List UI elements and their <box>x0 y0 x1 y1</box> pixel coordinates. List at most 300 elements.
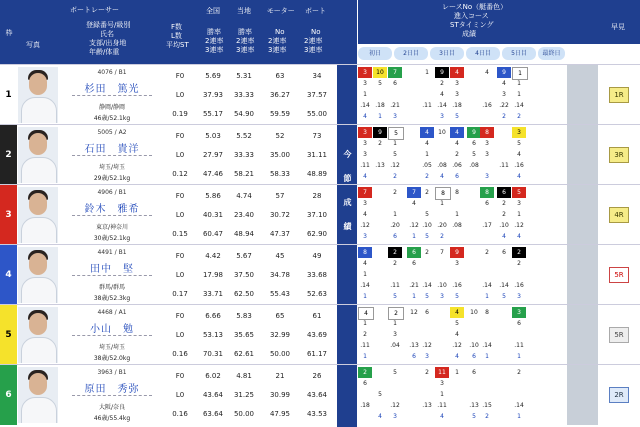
local-values: 4.74 23.40 48.94 <box>233 192 255 238</box>
result-cell: 1 <box>440 200 444 207</box>
result-cell: .21 <box>409 282 419 289</box>
local-values: 5.52 33.33 58.21 <box>233 132 255 178</box>
motor-values: 21 30.99 47.95 <box>269 372 291 418</box>
racer-age: 29歳/52.1kg <box>93 175 131 182</box>
boat-rate-h2: 3連率 <box>304 46 323 54</box>
result-cell: .10 <box>469 342 479 349</box>
racer-home: 大阪/奈良 <box>98 404 126 411</box>
result-cell: .12 <box>514 222 524 229</box>
boat-values: 28 37.10 62.90 <box>306 192 328 238</box>
result-cell: 6 <box>412 353 416 360</box>
fst-values: F0 L0 0.19 <box>172 72 188 118</box>
result-cell: 1 <box>363 91 367 98</box>
result-cell: .14 <box>422 282 432 289</box>
result-cell: .05 <box>422 162 432 169</box>
result-cell: .12 <box>409 222 419 229</box>
result-cell: .14 <box>482 282 492 289</box>
early-badge[interactable]: 5R <box>609 267 629 283</box>
result-cell: 1 <box>485 293 489 300</box>
result-cell: 6 <box>425 309 429 316</box>
day-tab-5[interactable]: 5日目 <box>502 47 536 60</box>
result-cell: 6 <box>502 249 506 256</box>
result-cell: 3 <box>440 113 444 120</box>
national-rate-h1: 2連率 <box>205 37 224 45</box>
fst-header-2: 平均ST <box>166 41 189 49</box>
racer-reg: 4491 / B1 <box>97 249 127 256</box>
info-header-3: 年齢/体重 <box>89 48 120 56</box>
boat-values: 26 43.64 43.53 <box>306 372 328 418</box>
result-cell: 9 <box>450 247 464 258</box>
racer-reg: 4468 / A1 <box>97 309 127 316</box>
result-cell: 3 <box>485 140 489 147</box>
result-cell: .14 <box>499 282 509 289</box>
fst-header-0: F数 <box>171 23 183 31</box>
st-header: STタイミング <box>450 21 494 29</box>
national-values: 4.42 17.98 33.71 <box>202 252 224 298</box>
result-cell: 3 <box>363 151 367 158</box>
result-cell: .18 <box>360 402 370 409</box>
result-cell: 1 <box>412 293 416 300</box>
result-cell: 7 <box>407 187 421 198</box>
result-cell: .21 <box>390 102 400 109</box>
motor-rate-h1: 2連率 <box>268 37 287 45</box>
result-header: 成績 <box>462 30 476 38</box>
early-badge[interactable]: 1R <box>609 87 629 103</box>
result-cell: 2 <box>363 331 367 338</box>
results-header <box>358 0 640 44</box>
result-cell: 9 <box>467 127 481 138</box>
result-cell: .08 <box>437 162 447 169</box>
result-cell: 3 <box>393 113 397 120</box>
result-cell: 4 <box>378 413 382 420</box>
result-cell: 4 <box>517 151 521 158</box>
racer-age: 38歳/52.0kg <box>93 355 131 362</box>
result-cell: 2 <box>358 367 372 378</box>
table-header <box>0 0 337 64</box>
result-cell: 10 <box>470 309 478 316</box>
result-cell: 4 <box>450 127 464 138</box>
racer-photo <box>18 187 58 243</box>
result-cell: 4 <box>502 80 506 87</box>
national-values: 6.66 53.13 70.31 <box>202 312 224 358</box>
day-tab-2[interactable]: 2日目 <box>394 47 428 60</box>
motor-values: 52 35.00 58.33 <box>269 132 291 178</box>
fst-values: F0 L0 0.16 <box>172 372 188 418</box>
result-shade <box>567 245 598 305</box>
fst-header-1: L数 <box>171 32 182 40</box>
racer-name[interactable]: 杉田 篤光 <box>72 80 152 96</box>
result-cell: 3 <box>358 67 372 78</box>
motor-rate-h2: 3連率 <box>268 46 287 54</box>
result-cell: 3 <box>517 200 521 207</box>
result-cell: 1 <box>455 211 459 218</box>
national-values: 5.86 40.31 60.47 <box>202 192 224 238</box>
result-cell: .12 <box>422 342 432 349</box>
result-cell: .15 <box>482 402 492 409</box>
info-header-1: 氏名 <box>100 30 114 38</box>
result-cell: 4 <box>517 233 521 240</box>
result-cell: .13 <box>422 402 432 409</box>
early-header: 早見 <box>611 23 625 31</box>
result-cell: 4 <box>440 173 444 180</box>
early-badge[interactable]: 3R <box>609 147 629 163</box>
boat-rate-h0: No <box>311 28 321 36</box>
result-cell: 2 <box>393 260 397 267</box>
result-cell: 3 <box>358 127 372 138</box>
result-cell: .10 <box>437 282 447 289</box>
racer-age: 30歳/52.1kg <box>93 235 131 242</box>
result-cell: 7 <box>358 187 372 198</box>
result-cell: .08 <box>452 222 462 229</box>
racer-name[interactable]: 田中 堅 <box>72 260 152 276</box>
result-cell: 3 <box>517 293 521 300</box>
result-cell: 3 <box>455 260 459 267</box>
result-cell: 2 <box>485 413 489 420</box>
result-cell: 3 <box>512 307 526 318</box>
local-rate-h0: 勝率 <box>238 28 252 36</box>
result-cell: 6 <box>472 369 476 376</box>
result-cell: 2 <box>502 211 506 218</box>
national-rate-h2: 3連率 <box>205 46 224 54</box>
frame-number: 3 <box>0 185 17 245</box>
racer-reg: 3963 / B1 <box>97 369 127 376</box>
boat-header: ボート <box>305 7 326 15</box>
result-cell: 3 <box>440 293 444 300</box>
result-cell: 1 <box>512 67 528 80</box>
result-cell: 4 <box>412 200 416 207</box>
result-cell: .10 <box>499 222 509 229</box>
result-cell: 5 <box>455 320 459 327</box>
result-cell: 1 <box>393 211 397 218</box>
result-cell: .12 <box>390 402 400 409</box>
result-cell: 2 <box>425 249 429 256</box>
motor-rate-h0: No <box>275 28 285 36</box>
result-cell: 4 <box>485 69 489 76</box>
result-cell: 4 <box>420 127 434 138</box>
result-cell: 9 <box>435 67 449 78</box>
racer-home: 埼玉/埼玉 <box>98 344 126 351</box>
result-cell: 1 <box>363 271 367 278</box>
boat-values: 61 43.69 61.17 <box>306 312 328 358</box>
frame-number: 5 <box>0 305 17 365</box>
result-cell: 7 <box>388 67 402 78</box>
boat-values: 73 31.11 48.89 <box>306 132 328 178</box>
fst-values: F0 L0 0.17 <box>172 252 188 298</box>
result-cell: 11 <box>435 367 449 378</box>
result-cell: 3 <box>485 151 489 158</box>
result-cell: 1 <box>455 369 459 376</box>
result-cell: 3 <box>363 233 367 240</box>
result-cell: 2 <box>502 200 506 207</box>
result-cell: 5 <box>378 80 382 87</box>
national-values: 5.69 37.93 55.17 <box>202 72 224 118</box>
national-values: 6.02 43.64 63.64 <box>202 372 224 418</box>
result-cell: 3 <box>363 200 367 207</box>
result-cell: .16 <box>482 102 492 109</box>
result-cell: 5 <box>425 211 429 218</box>
result-cell: 5 <box>455 113 459 120</box>
frame-number: 6 <box>0 365 17 425</box>
result-cell: 2 <box>440 80 444 87</box>
national-values: 5.03 27.97 47.46 <box>202 132 224 178</box>
result-cell: .13 <box>375 162 385 169</box>
result-cell: 4 <box>363 260 367 267</box>
result-cell: .13 <box>469 402 479 409</box>
result-cell: 9 <box>373 127 387 138</box>
result-cell: 1 <box>517 91 521 98</box>
day-tab-4[interactable]: 4日目 <box>466 47 500 60</box>
result-cell: 10 <box>373 67 387 78</box>
result-cell: 1 <box>425 69 429 76</box>
result-cell: 4 <box>363 211 367 218</box>
info-header-2: 支部/出身地 <box>89 39 127 47</box>
result-cell: 2 <box>455 151 459 158</box>
result-cell: .22 <box>499 102 509 109</box>
racer-row[interactable] <box>0 184 640 245</box>
result-cell: 1 <box>517 211 521 218</box>
racer-photo <box>18 307 58 363</box>
photo-header: 写真 <box>26 41 40 49</box>
racer-info <box>60 365 164 425</box>
result-cell: 3 <box>455 80 459 87</box>
result-cell: 4 <box>502 233 506 240</box>
racer-home: 群馬/群馬 <box>98 284 126 291</box>
result-cell: 1 <box>440 391 444 398</box>
boat-rate-h1: 2連率 <box>304 37 323 45</box>
racer-photo <box>18 67 58 123</box>
result-cell: .16 <box>452 282 462 289</box>
racer-age: 46歳/55.4kg <box>93 415 131 422</box>
result-cell: 6 <box>393 80 397 87</box>
motor-header: モーター <box>267 7 295 15</box>
race-header: レースNo（艇番色） <box>442 3 508 11</box>
result-shade <box>567 65 598 125</box>
result-cell: 4 <box>517 173 521 180</box>
result-cell: 2 <box>425 173 429 180</box>
result-cell: 3 <box>502 91 506 98</box>
result-cell: .11 <box>499 162 509 169</box>
result-cell: 6 <box>393 233 397 240</box>
result-cell: 5 <box>388 127 404 140</box>
result-cell: .14 <box>514 102 524 109</box>
result-cell: 1 <box>363 353 367 360</box>
racer-info <box>60 65 164 125</box>
national-header: 全国 <box>206 7 220 15</box>
racer-name[interactable]: 小山 勉 <box>72 320 152 336</box>
vertical-title: 今節成績 <box>343 150 352 246</box>
result-cell: 2 <box>485 249 489 256</box>
racer-age: 38歳/52.3kg <box>93 295 131 302</box>
result-cell: .14 <box>437 102 447 109</box>
result-cell: 4 <box>358 307 374 320</box>
result-cell: 1 <box>393 320 397 327</box>
racer-info <box>60 125 164 185</box>
racer-name[interactable]: 石田 貴洋 <box>72 140 152 156</box>
result-cell: 3 <box>455 91 459 98</box>
result-cell: 1 <box>517 80 521 87</box>
result-cell: 4 <box>455 353 459 360</box>
course-header: 進入コース <box>454 12 489 20</box>
info-header-0: 登録番号/級別 <box>86 21 131 29</box>
day-tab-1[interactable]: 初日 <box>358 47 392 60</box>
day-tab-3[interactable]: 3日目 <box>430 47 464 60</box>
racer-home: 東京/神奈川 <box>95 224 129 231</box>
result-cell: .11 <box>390 282 400 289</box>
result-cell: 5 <box>393 293 397 300</box>
local-values: 4.81 31.25 50.00 <box>233 372 255 418</box>
result-cell: 8 <box>485 309 489 316</box>
motor-values: 45 34.78 55.43 <box>269 252 291 298</box>
result-cell: 1 <box>363 293 367 300</box>
result-cell: 1 <box>378 113 382 120</box>
early-badge[interactable]: 4R <box>609 207 629 223</box>
result-cell: .20 <box>390 222 400 229</box>
result-cell: 2 <box>393 173 397 180</box>
fst-values: F0 L0 0.15 <box>172 192 188 238</box>
result-cell: 2 <box>512 247 526 258</box>
result-cell: 1 <box>517 413 521 420</box>
result-cell: 3 <box>393 413 397 420</box>
result-cell: 3 <box>363 140 367 147</box>
result-cell: 4 <box>450 67 464 78</box>
racer-home: 静岡/静岡 <box>98 104 126 111</box>
local-values: 5.67 37.50 62.50 <box>233 252 255 298</box>
result-cell: .14 <box>360 102 370 109</box>
result-cell: 2 <box>440 233 444 240</box>
result-cell: 4 <box>455 140 459 147</box>
result-cell: 2 <box>517 260 521 267</box>
local-values: 5.83 35.65 62.61 <box>233 312 255 358</box>
result-cell: 5 <box>393 151 397 158</box>
result-cell: 6 <box>455 173 459 180</box>
result-cell: 4 <box>425 140 429 147</box>
result-shade <box>567 305 598 365</box>
early-badge[interactable]: 5R <box>609 327 629 343</box>
boatracer-header: ボートレーサー <box>70 6 119 14</box>
local-rate-h1: 2連率 <box>236 37 255 45</box>
result-cell: 1 <box>517 353 521 360</box>
racer-info <box>60 305 164 365</box>
racer-reg: 4076 / B1 <box>97 69 127 76</box>
frame-number: 2 <box>0 125 17 185</box>
racer-row[interactable] <box>0 64 640 125</box>
result-cell: 6 <box>472 353 476 360</box>
result-cell: 12 <box>410 309 418 316</box>
racer-row[interactable] <box>0 244 640 305</box>
result-cell: .04 <box>390 342 400 349</box>
result-cell: 2 <box>517 369 521 376</box>
result-cell: .11 <box>514 342 524 349</box>
result-cell: 2 <box>425 189 429 196</box>
racer-name[interactable]: 鈴木 雅希 <box>72 200 152 216</box>
result-cell: .14 <box>482 342 492 349</box>
result-cell: 1 <box>485 353 489 360</box>
national-rate-h0: 勝率 <box>207 28 221 36</box>
result-cell: .10 <box>422 222 432 229</box>
result-cell: .14 <box>360 282 370 289</box>
result-shade <box>567 125 598 185</box>
racer-row[interactable] <box>0 124 640 185</box>
early-badge[interactable]: 2R <box>609 387 629 403</box>
result-cell: .16 <box>514 162 524 169</box>
result-cell: 10 <box>438 129 446 136</box>
local-values: 5.31 33.33 54.90 <box>233 72 255 118</box>
result-cell: 5 <box>472 413 476 420</box>
result-cell: .18 <box>375 102 385 109</box>
result-cell: 6 <box>517 320 521 327</box>
frame-header: 枠 <box>5 29 13 37</box>
frame-number: 1 <box>0 65 17 125</box>
result-cell: .11 <box>360 162 370 169</box>
result-cell: 2 <box>388 307 404 320</box>
result-cell: .18 <box>452 102 462 109</box>
result-cell: 4 <box>440 91 444 98</box>
result-cell: .16 <box>514 282 524 289</box>
result-cell: 3 <box>363 80 367 87</box>
boat-values: 49 33.68 52.63 <box>306 252 328 298</box>
result-shade <box>567 185 598 245</box>
racer-reg: 5005 / A2 <box>97 129 127 136</box>
result-cell: 6 <box>363 380 367 387</box>
fst-values: F0 L0 0.16 <box>172 312 188 358</box>
result-cell: 1 <box>393 140 397 147</box>
result-cell: 1 <box>425 151 429 158</box>
result-cell: 6 <box>472 140 476 147</box>
racer-home: 埼玉/埼玉 <box>98 164 126 171</box>
result-cell: 2 <box>393 189 397 196</box>
frame-number: 4 <box>0 245 17 305</box>
result-cell: 6 <box>485 200 489 207</box>
result-cell: 7 <box>440 249 444 256</box>
racer-row[interactable] <box>0 364 640 425</box>
result-cell: 1 <box>412 233 416 240</box>
result-cell: .11 <box>422 102 432 109</box>
result-cell: .17 <box>482 222 492 229</box>
result-cell: 2 <box>517 113 521 120</box>
result-cell: .14 <box>514 402 524 409</box>
result-cell: 9 <box>497 67 511 78</box>
result-cell: 4 <box>455 331 459 338</box>
racer-age: 46歳/52.1kg <box>93 115 131 122</box>
result-cell: 5 <box>425 293 429 300</box>
result-cell: 4 <box>440 413 444 420</box>
result-shade <box>567 365 598 425</box>
result-cell: 1 <box>363 320 367 327</box>
result-cell: 8 <box>358 247 372 258</box>
result-cell: .12 <box>452 342 462 349</box>
day-tab-6[interactable]: 最終日 <box>538 47 565 60</box>
result-cell: .13 <box>409 342 419 349</box>
racer-photo <box>18 367 58 423</box>
racer-info <box>60 245 164 305</box>
result-cell: 3 <box>425 353 429 360</box>
motor-values: 63 36.27 59.59 <box>269 72 291 118</box>
fst-values: F0 L0 0.12 <box>172 132 188 178</box>
result-cell: 5 <box>517 140 521 147</box>
racer-row[interactable] <box>0 304 640 365</box>
result-cell: 2 <box>425 369 429 376</box>
result-cell: 3 <box>512 127 526 138</box>
result-cell: 5 <box>378 391 382 398</box>
result-cell: 2 <box>502 113 506 120</box>
racer-name[interactable]: 原田 秀弥 <box>72 380 152 396</box>
result-cell: 6 <box>407 247 421 258</box>
result-cell: 3 <box>485 173 489 180</box>
result-cell: 8 <box>480 187 494 198</box>
result-cell: .12 <box>360 222 370 229</box>
result-cell: .12 <box>390 162 400 169</box>
result-cell: 8 <box>435 187 451 200</box>
